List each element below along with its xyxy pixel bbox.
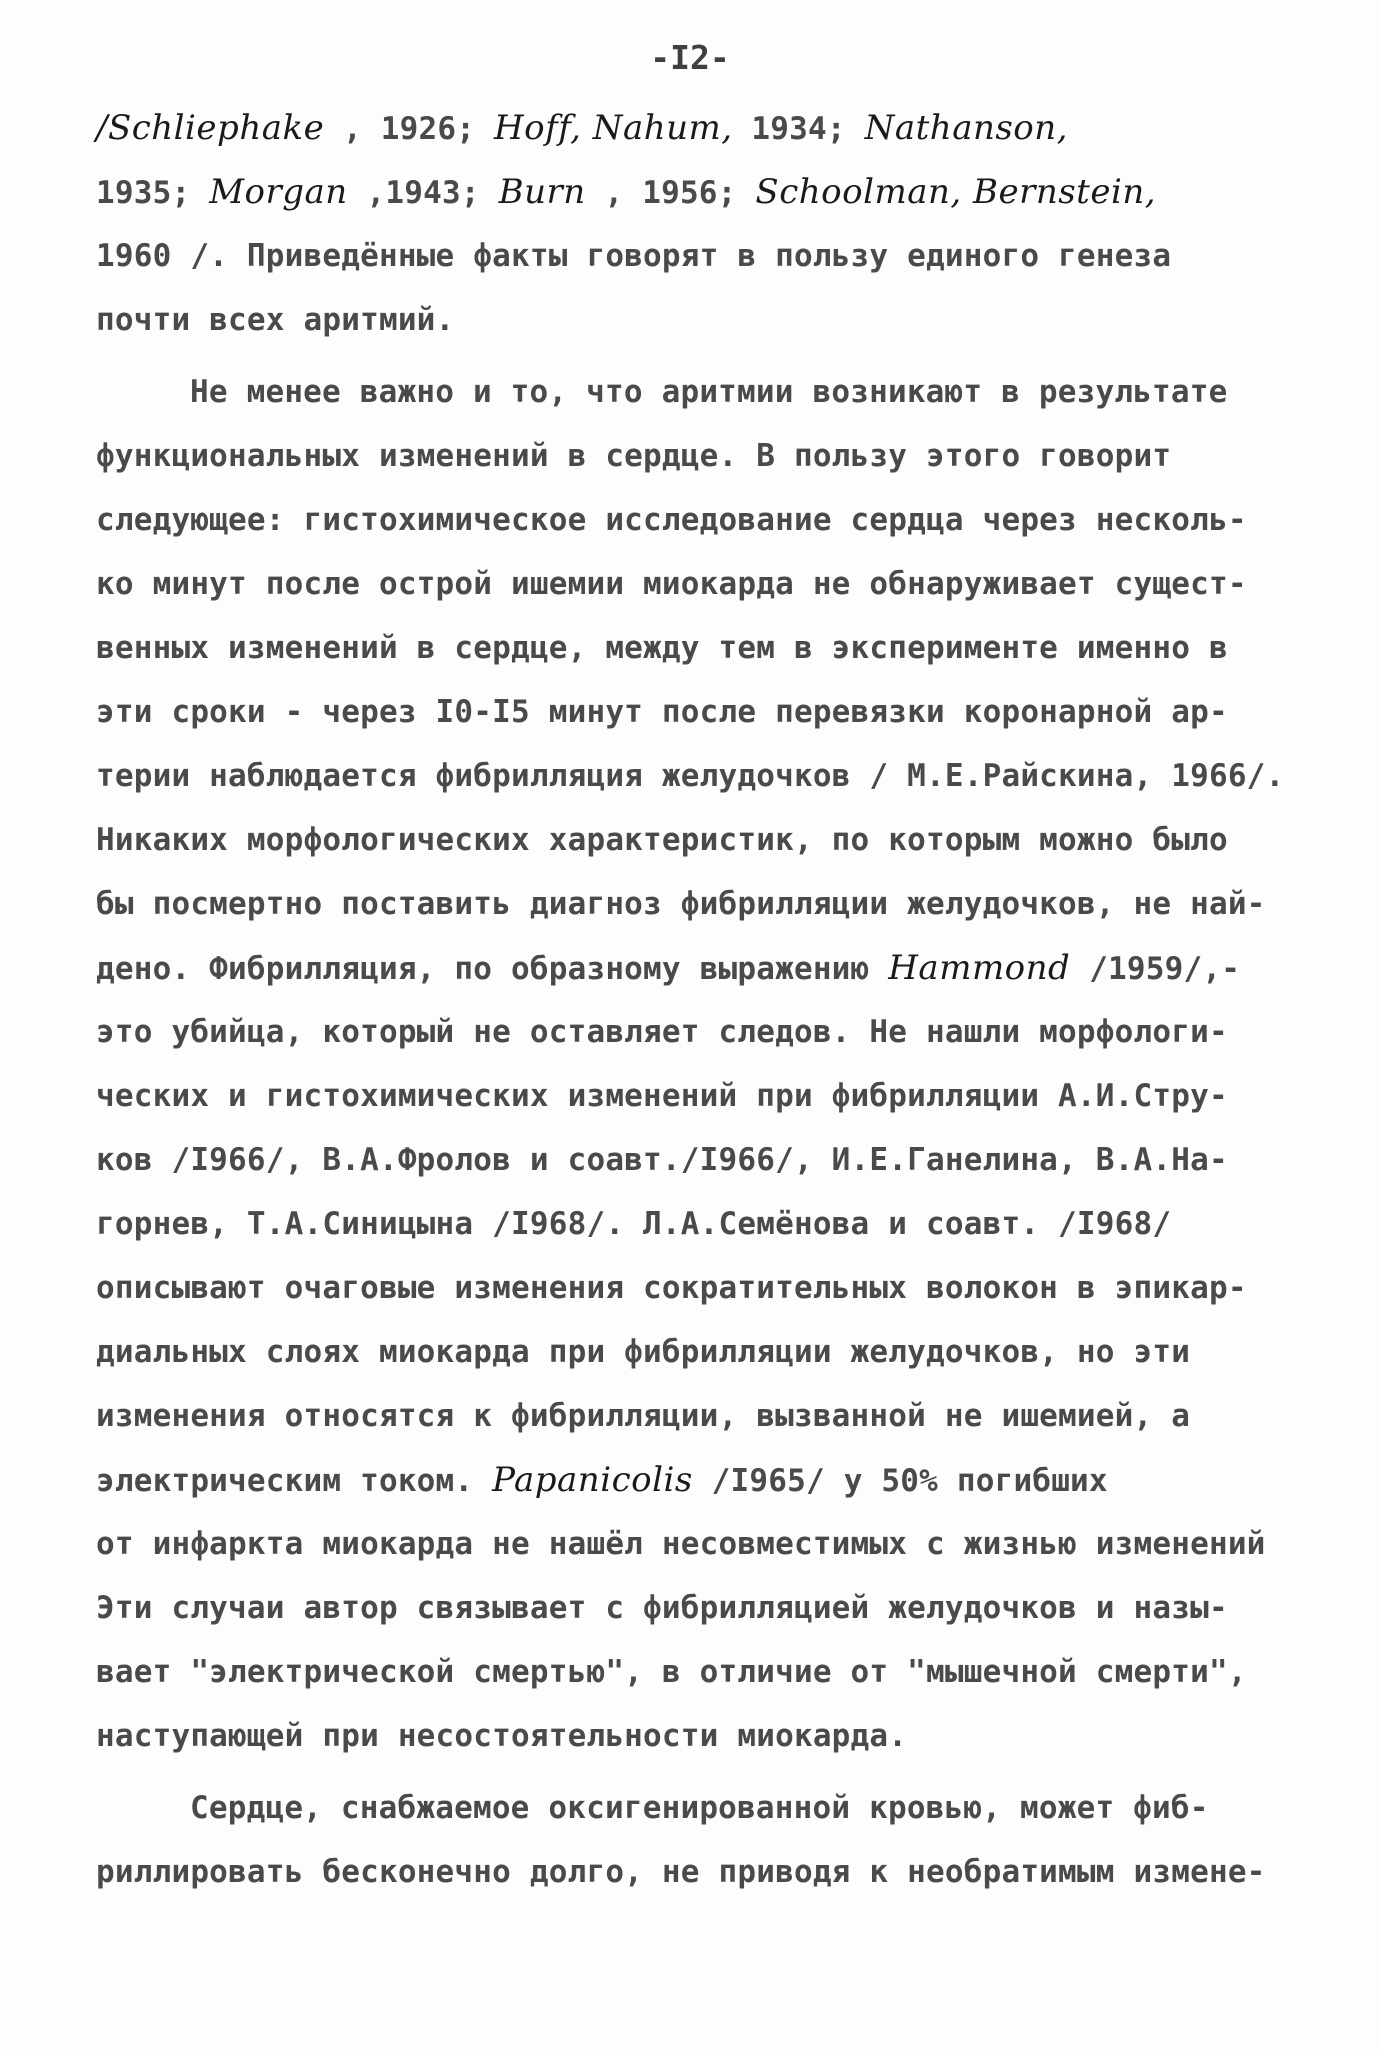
text-line: [96, 1640, 1306, 1704]
paragraph-gap: [96, 1768, 1306, 1776]
typed-text: Эти случаи автор связывает с фибрилляцией желудочков и назы-: [96, 1590, 1228, 1626]
typed-text: эти сроки - через I0-I5 минут после перевязки коронарной ар-: [96, 694, 1228, 730]
text-line: [96, 936, 1306, 1000]
paragraph: [96, 360, 1306, 1768]
typed-text: венных изменений в сердце, между тем в эксперименте именно в: [96, 630, 1228, 666]
handwritten-citation: /Schliephake: [96, 108, 325, 148]
typed-text: от инфаркта миокарда не нашёл несовместимых с жизнью изменений: [96, 1526, 1266, 1562]
typed-text: Никаких морфологических характеристик, по которым можно было: [96, 822, 1228, 858]
text-line: [96, 224, 1306, 288]
typed-text: описывают очаговые изменения сократительных волокон в эпикар-: [96, 1270, 1247, 1306]
text-line: [96, 1840, 1306, 1904]
body-text: [96, 96, 1306, 1904]
text-line: [96, 488, 1306, 552]
text-line: [96, 1256, 1306, 1320]
typed-text: риллировать бесконечно долго, не приводя к необратимым измене-: [96, 1854, 1266, 1890]
typed-text: ков /I966/, В.А.Фролов и соавт./I966/, И.Е.Ганелина, В.А.На-: [96, 1142, 1228, 1178]
typed-text: бы посмертно поставить диагноз фибрилляции желудочков, не най-: [96, 886, 1266, 922]
handwritten-citation: Hoff, Nahum,: [494, 108, 733, 148]
typed-text: ко минут после острой ишемии миокарда не обнаруживает сущест-: [96, 566, 1247, 602]
text-line: [96, 744, 1306, 808]
typed-text: вает "электрической смертью", в отличие от "мышечной смерти",: [96, 1654, 1247, 1690]
typed-text: Сердце, снабжаемое оксигенированной кровью, может фиб-: [190, 1790, 1209, 1826]
typed-text: /I965/ у 50% погибших: [692, 1463, 1108, 1499]
paragraph: [96, 1776, 1306, 1904]
typed-text: это убийца, который не оставляет следов. Не нашли морфологи-: [96, 1014, 1228, 1050]
text-line: [96, 288, 1306, 352]
typed-text: функциональных изменений в сердце. В пользу этого говорит: [96, 438, 1172, 474]
text-line: [96, 1512, 1306, 1576]
text-line: [96, 1576, 1306, 1640]
paragraph: [96, 96, 1306, 352]
typed-text: электрическим током.: [96, 1463, 493, 1499]
handwritten-citation: Burn: [498, 172, 586, 212]
typed-text: терии наблюдается фибрилляция желудочков / М.Е.Райскина, 1966/.: [96, 758, 1285, 794]
handwritten-citation: Papanicolis: [492, 1460, 693, 1500]
typed-text: 1960 /. Приведённые факты говорят в пользу единого генеза: [96, 238, 1172, 274]
typed-text: , 1926;: [324, 111, 494, 147]
paragraph-gap: [96, 352, 1306, 360]
text-line: [96, 1064, 1306, 1128]
typed-text: изменения относятся к фибрилляции, вызванной не ишемией, а: [96, 1398, 1191, 1434]
handwritten-citation: Hammond: [888, 948, 1071, 988]
handwritten-citation: Nathanson,: [864, 108, 1068, 148]
typed-text: следующее: гистохимическое исследование сердца через несколь-: [96, 502, 1247, 538]
text-line: [96, 96, 1306, 160]
text-line: [96, 1192, 1306, 1256]
text-line: [96, 1384, 1306, 1448]
text-line: [96, 1320, 1306, 1384]
text-line: [96, 1776, 1306, 1840]
typed-text: , 1956;: [585, 175, 756, 211]
text-line: [96, 1128, 1306, 1192]
text-line: [96, 160, 1306, 224]
page-number: -I2-: [650, 38, 730, 77]
typed-text: ,1943;: [347, 175, 499, 211]
text-line: [96, 1704, 1306, 1768]
handwritten-citation: Morgan: [209, 172, 348, 212]
typed-text: почти всех аритмий.: [96, 302, 455, 338]
typed-text: Не менее важно и то, что аритмии возникают в результате: [190, 374, 1228, 410]
text-line: [96, 1000, 1306, 1064]
typed-text: наступающей при несостоятельности миокарда.: [96, 1718, 908, 1754]
typed-text: 1934;: [732, 111, 865, 147]
text-line: [96, 872, 1306, 936]
typed-text: горнев, Т.А.Синицына /I968/. Л.А.Семёнова и соавт. /I968/: [96, 1206, 1172, 1242]
text-line: [96, 808, 1306, 872]
typed-text: /1959/,-: [1070, 951, 1241, 987]
text-line: [96, 360, 1306, 424]
text-line: [96, 1448, 1306, 1512]
text-line: [96, 424, 1306, 488]
typed-text: дено. Фибрилляция, по образному выражению: [96, 951, 889, 987]
typed-text: диальных слоях миокарда при фибрилляции желудочков, но эти: [96, 1334, 1191, 1370]
text-line: [96, 552, 1306, 616]
typed-text: 1935;: [96, 175, 210, 211]
text-line: [96, 616, 1306, 680]
handwritten-citation: Schoolman, Bernstein,: [755, 172, 1157, 212]
typed-text: ческих и гистохимических изменений при фибрилляции А.И.Стру-: [96, 1078, 1228, 1114]
text-line: [96, 680, 1306, 744]
